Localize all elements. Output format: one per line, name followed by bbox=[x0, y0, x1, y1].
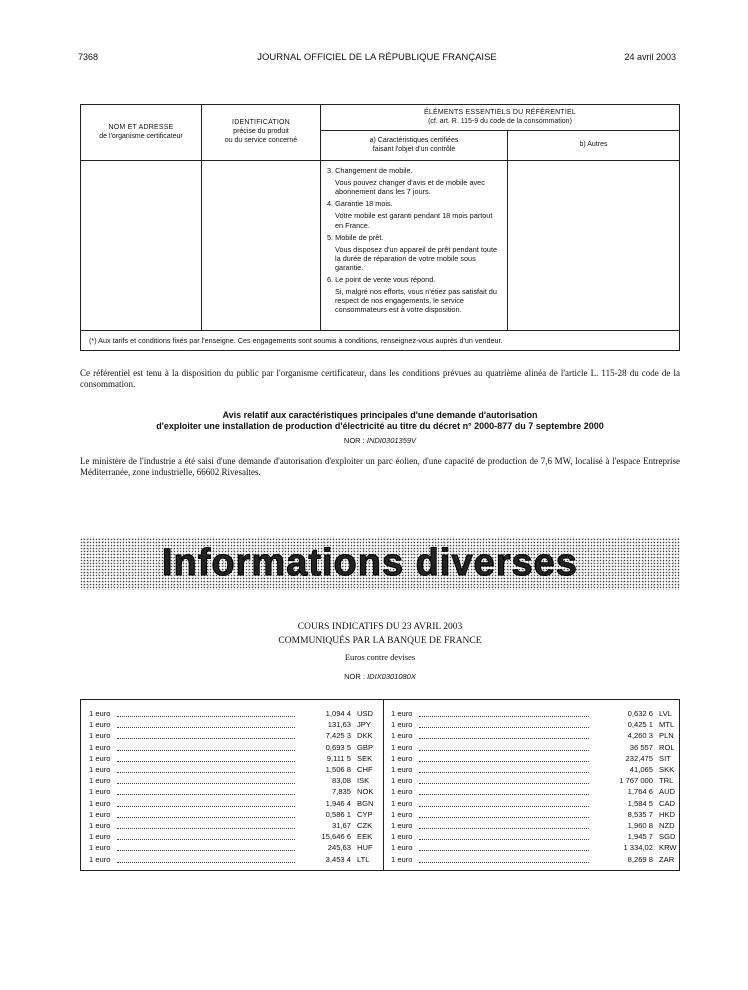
rate-row bbox=[391, 798, 683, 809]
rate-value: 131,63 bbox=[327, 720, 351, 730]
journal-title: JOURNAL OFFICIEL DE LA RÉPUBLIQUE FRANÇAISE bbox=[257, 52, 497, 63]
currency-code: DKK bbox=[357, 731, 373, 741]
rate-value: 4,260 3 bbox=[627, 731, 653, 741]
avis-title-line2: d'exploiter une installation de production d'électricité au titre du décret n° 2000-877 du 7 septembre 2000 bbox=[156, 421, 604, 432]
item-title: 4. Garantie 18 mois. bbox=[327, 199, 393, 209]
rate-row bbox=[89, 820, 381, 831]
currency-code: MTL bbox=[659, 720, 675, 730]
rate-value: 1 334,02 bbox=[623, 843, 653, 853]
rate-row bbox=[391, 809, 683, 820]
rate-row bbox=[89, 775, 381, 786]
rate-row bbox=[89, 831, 381, 842]
currency-code: ROL bbox=[659, 742, 675, 752]
leader-dots bbox=[419, 856, 589, 863]
currency-code: CAD bbox=[659, 798, 676, 808]
leader-dots bbox=[117, 744, 295, 751]
rate-label: 1 euro bbox=[89, 709, 111, 719]
nor-value: INDI0301359V bbox=[366, 436, 417, 445]
rate-label: 1 euro bbox=[391, 843, 413, 853]
rate-label: 1 euro bbox=[391, 798, 413, 808]
banner-title: Informations diverses bbox=[162, 542, 578, 584]
rate-label: 1 euro bbox=[391, 809, 413, 819]
rate-row bbox=[89, 708, 381, 719]
avis-text: Le ministère de l'industrie a été saisi d'une demande d'autorisation d'exploiter un parc éolien, d'une capacité de production de 7,6 MW, localisé à l'espace Entreprise Méditerranée, zone industrielle, 66602 Rivesaltes. bbox=[80, 456, 680, 478]
rate-row bbox=[89, 730, 381, 741]
rate-value: 41,065 bbox=[629, 765, 653, 775]
leader-dots bbox=[117, 755, 295, 762]
rate-label: 1 euro bbox=[89, 731, 111, 741]
cell-autres bbox=[508, 161, 680, 331]
rate-value: 83,08 bbox=[331, 776, 351, 786]
currency-code: LTL bbox=[357, 854, 370, 864]
col-header-elements-title: ÉLÉMENTS ESSENTIELS DU RÉFÉRENTIEL bbox=[424, 108, 576, 116]
rate-value: 1,584 5 bbox=[627, 798, 653, 808]
currency-code: SGD bbox=[659, 832, 676, 842]
col-header-caracteristiques bbox=[321, 131, 508, 161]
col-header-identification-sub2: ou du service concerné bbox=[224, 136, 298, 144]
rate-row bbox=[89, 742, 381, 753]
rate-row bbox=[89, 719, 381, 730]
rate-value: 8,269 8 bbox=[627, 854, 653, 864]
paragraph-referentiel: Ce référentiel est tenu à la disposition du public par l'organisme certificateur, dans les conditions prévues au quatrième alinéa de l'article L. 115-28 du code de la consommation. bbox=[80, 368, 680, 390]
rate-row bbox=[391, 842, 683, 853]
rate-label: 1 euro bbox=[391, 720, 413, 730]
currency-code: CHF bbox=[357, 765, 373, 775]
leader-dots bbox=[117, 721, 295, 728]
rate-row bbox=[391, 742, 683, 753]
rate-label: 1 euro bbox=[391, 753, 413, 763]
leader-dots bbox=[419, 710, 589, 717]
col-header-identification bbox=[202, 105, 321, 161]
rate-label: 1 euro bbox=[391, 854, 413, 864]
currency-code: TRL bbox=[659, 776, 674, 786]
col-header-identification-title: IDENTIFICATION bbox=[232, 119, 290, 127]
currency-code: BGN bbox=[357, 798, 374, 808]
cell-organisme bbox=[81, 161, 202, 331]
leader-dots bbox=[419, 811, 589, 818]
rate-label: 1 euro bbox=[391, 776, 413, 786]
col-header-autres: b) Autres bbox=[508, 131, 680, 161]
col-header-caracteristiques-l2: faisant l'objet d'un contrôle bbox=[372, 145, 456, 153]
rate-label: 1 euro bbox=[89, 742, 111, 752]
rate-value: 232,475 bbox=[625, 753, 653, 763]
rate-value: 1,506 8 bbox=[325, 765, 351, 775]
rate-row bbox=[391, 730, 683, 741]
nor-label: NOR : bbox=[343, 436, 365, 445]
col-header-organisme bbox=[81, 105, 202, 161]
rate-row bbox=[89, 853, 381, 864]
rate-value: 7,425 3 bbox=[325, 731, 351, 741]
rate-label: 1 euro bbox=[391, 832, 413, 842]
rate-row bbox=[391, 775, 683, 786]
rates-column-right bbox=[391, 708, 683, 865]
rate-label: 1 euro bbox=[89, 787, 111, 797]
rate-value: 0,425 1 bbox=[627, 720, 653, 730]
leader-dots bbox=[419, 744, 589, 751]
avis-title-line1: Avis relatif aux caractéristiques principales d'une demande d'autorisation bbox=[222, 410, 538, 420]
rate-label: 1 euro bbox=[391, 742, 413, 752]
page-header bbox=[78, 52, 676, 66]
rate-row bbox=[89, 753, 381, 764]
rate-value: 245,63 bbox=[327, 843, 351, 853]
rate-value: 0,693 5 bbox=[325, 742, 351, 752]
cours-title-line1: COURS INDICATIFS DU 23 AVRIL 2003 bbox=[297, 622, 463, 632]
currency-code: SEK bbox=[357, 753, 373, 763]
currency-code: GBP bbox=[357, 742, 374, 752]
item-title: 6. Le point de vente vous répond. bbox=[327, 275, 436, 285]
item-title: 3. Changement de mobile. bbox=[327, 166, 413, 175]
rate-label: 1 euro bbox=[89, 809, 111, 819]
avis-nor bbox=[80, 436, 680, 445]
rate-value: 1,945 7 bbox=[627, 832, 653, 842]
rate-label: 1 euro bbox=[89, 854, 111, 864]
currency-code: NOK bbox=[357, 787, 374, 797]
rate-row bbox=[89, 809, 381, 820]
col-header-elements bbox=[321, 105, 680, 131]
rate-row bbox=[89, 764, 381, 775]
page-number: 7368 bbox=[78, 52, 99, 62]
currency-code: EEK bbox=[357, 832, 373, 842]
item-text: Si, malgré nos efforts, vous n'étiez pas satisfait du respect de nos engagements, le service consommateurs est à votre disposition. bbox=[335, 287, 497, 315]
cours-subtitle: Euros contre devises bbox=[344, 652, 416, 662]
rate-value: 1,764 6 bbox=[627, 787, 653, 797]
rate-row bbox=[391, 853, 683, 864]
item-text: Vous pouvez changer d'avis et de mobile avec abonnement dans les 7 jours. bbox=[335, 178, 485, 197]
rate-row bbox=[89, 786, 381, 797]
currency-code: CZK bbox=[357, 820, 373, 830]
rates-divider bbox=[383, 700, 384, 870]
leader-dots bbox=[419, 721, 589, 728]
rate-row bbox=[391, 708, 683, 719]
leader-dots bbox=[419, 777, 589, 784]
leader-dots bbox=[117, 856, 295, 863]
leader-dots bbox=[117, 766, 295, 773]
nor-value: IDIX0301080X bbox=[367, 672, 416, 681]
rate-label: 1 euro bbox=[391, 709, 413, 719]
rate-value: 15,646 6 bbox=[321, 832, 351, 842]
leader-dots bbox=[117, 822, 295, 829]
cours-nor bbox=[80, 672, 680, 681]
rate-row bbox=[391, 753, 683, 764]
rate-label: 1 euro bbox=[89, 820, 111, 830]
rate-row bbox=[89, 842, 381, 853]
rate-label: 1 euro bbox=[391, 731, 413, 741]
leader-dots bbox=[117, 833, 295, 840]
rate-row bbox=[391, 764, 683, 775]
leader-dots bbox=[117, 732, 295, 739]
rate-label: 1 euro bbox=[89, 720, 111, 730]
currency-code: CYP bbox=[357, 809, 373, 819]
currency-code: ZAR bbox=[659, 854, 675, 864]
rate-value: 3,453 4 bbox=[325, 854, 351, 864]
rate-row bbox=[391, 831, 683, 842]
rate-label: 1 euro bbox=[391, 820, 413, 830]
currency-code: SKK bbox=[659, 765, 675, 775]
rate-value: 8,535 7 bbox=[627, 809, 653, 819]
col-header-identification-sub1: précise du produit bbox=[233, 128, 289, 136]
section-banner bbox=[80, 538, 680, 590]
rates-column-left bbox=[89, 708, 381, 865]
leader-dots bbox=[117, 788, 295, 795]
leader-dots bbox=[117, 777, 295, 784]
rate-label: 1 euro bbox=[391, 765, 413, 775]
rate-value: 9,111 5 bbox=[326, 753, 351, 763]
leader-dots bbox=[117, 710, 295, 717]
currency-code: AUD bbox=[659, 787, 676, 797]
leader-dots bbox=[419, 755, 589, 762]
item-title: 5. Mobile de prêt. bbox=[327, 232, 384, 242]
currency-code: HKD bbox=[659, 809, 676, 819]
leader-dots bbox=[419, 800, 589, 807]
rate-label: 1 euro bbox=[391, 787, 413, 797]
cell-caracteristiques bbox=[321, 161, 508, 331]
rate-label: 1 euro bbox=[89, 843, 111, 853]
currency-code: SIT bbox=[659, 753, 671, 763]
rates-table bbox=[80, 699, 680, 871]
table-footnote: (*) Aux tarifs et conditions fixés par l'enseigne. Ces engagements sont soumis à conditions, renseignez-vous auprès d'un vendeur. bbox=[81, 331, 680, 351]
rate-value: 1,946 4 bbox=[325, 798, 351, 808]
rate-label: 1 euro bbox=[89, 798, 111, 808]
leader-dots bbox=[419, 833, 589, 840]
currency-code: JPY bbox=[357, 720, 371, 730]
rate-row bbox=[391, 719, 683, 730]
item-text: Vous disposez d'un appareil de prêt pendant toute la durée de réparation de votre mobile sous garantie. bbox=[335, 244, 498, 272]
col-header-organisme-title: NOM ET ADRESSE bbox=[108, 123, 174, 131]
rate-row bbox=[391, 820, 683, 831]
cours-title-line2: COMMUNIQUÉS PAR LA BANQUE DE FRANCE bbox=[278, 636, 482, 646]
rate-value: 1 767 000 bbox=[619, 776, 653, 786]
currency-code: KRW bbox=[659, 843, 677, 853]
leader-dots bbox=[419, 732, 589, 739]
currency-code: HUF bbox=[357, 843, 373, 853]
rate-value: 7,835 bbox=[331, 787, 351, 797]
currency-code: NZD bbox=[659, 820, 675, 830]
leader-dots bbox=[117, 800, 295, 807]
leader-dots bbox=[419, 766, 589, 773]
referentiel-table bbox=[80, 104, 680, 351]
rate-value: 1,094 4 bbox=[325, 709, 351, 719]
rate-label: 1 euro bbox=[89, 832, 111, 842]
currency-code: USD bbox=[357, 709, 374, 719]
rate-value: 0,586 1 bbox=[325, 809, 351, 819]
leader-dots bbox=[117, 811, 295, 818]
rate-row bbox=[89, 798, 381, 809]
col-header-caracteristiques-l1: a) Caractéristiques certifiées bbox=[369, 136, 459, 144]
item-text: Votre mobile est garanti pendant 18 mois partout en France. bbox=[335, 211, 493, 230]
currency-code: ISK bbox=[357, 776, 370, 786]
rate-value: 31,67 bbox=[331, 820, 351, 830]
rate-value: 0,632 6 bbox=[627, 709, 653, 719]
col-header-elements-sub: (cf. art. R. 115-9 du code de la consommation) bbox=[428, 117, 572, 125]
rate-label: 1 euro bbox=[89, 753, 111, 763]
rate-label: 1 euro bbox=[89, 776, 111, 786]
rate-value: 1,960 8 bbox=[627, 820, 653, 830]
col-header-organisme-sub: de l'organisme certificateur bbox=[99, 132, 183, 140]
currency-code: LVL bbox=[659, 709, 672, 719]
leader-dots bbox=[419, 822, 589, 829]
leader-dots bbox=[117, 844, 295, 851]
cell-identification bbox=[202, 161, 321, 331]
currency-code: PLN bbox=[659, 731, 674, 741]
rate-value: 36 557 bbox=[629, 742, 653, 752]
leader-dots bbox=[419, 844, 589, 851]
leader-dots bbox=[419, 788, 589, 795]
rate-row bbox=[391, 786, 683, 797]
nor-label: NOR : bbox=[344, 672, 365, 681]
issue-date: 24 avril 2003 bbox=[624, 52, 676, 62]
rate-label: 1 euro bbox=[89, 765, 111, 775]
avis-title bbox=[80, 410, 680, 433]
